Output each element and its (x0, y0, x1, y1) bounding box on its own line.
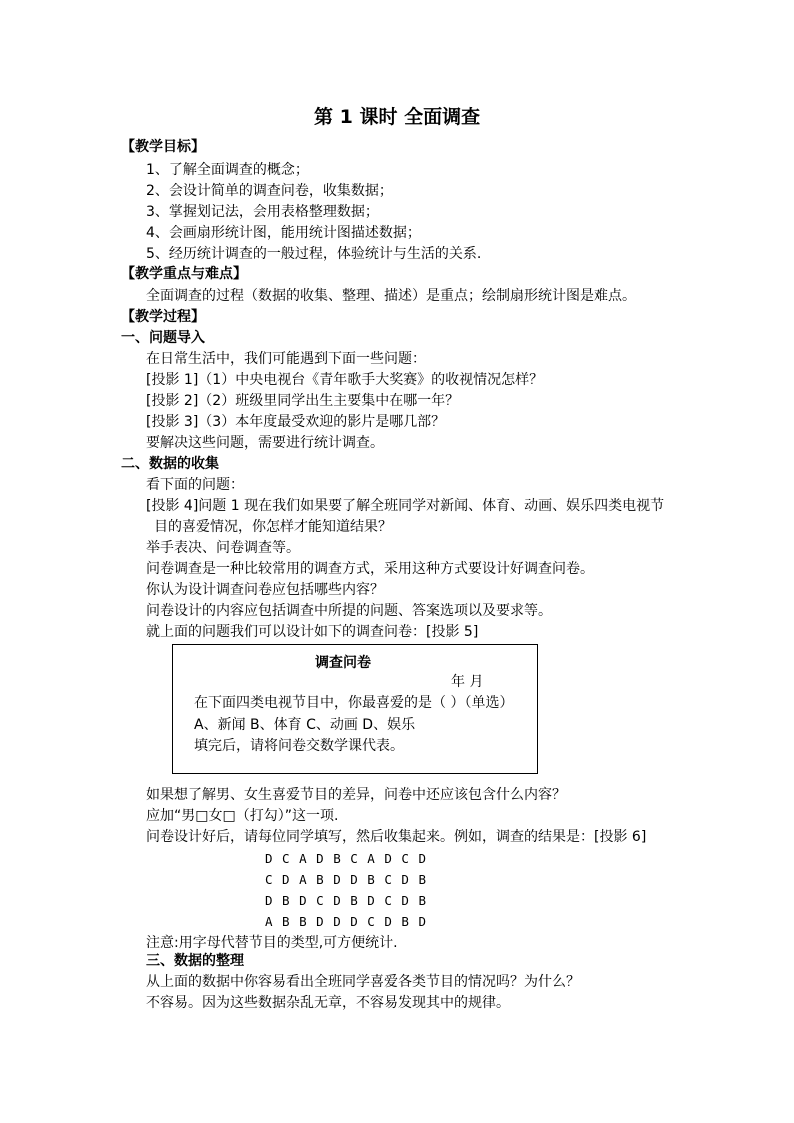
part3-line: 从上面的数据中你容易看出全班同学喜爱各类节目的情况吗？为什么？ (146, 974, 580, 990)
goal-item: 1、了解全面调查的概念； (146, 162, 309, 178)
part2-line: 你认为设计调查问卷应包括哪些内容？ (146, 582, 384, 598)
part1-conclusion: 要解决这些问题，需要进行统计调查。 (146, 435, 384, 451)
page-title: 第 1 课时 全面调查 (314, 106, 481, 128)
data-row: A B B D D D C D B D (265, 914, 427, 929)
part2-heading: 二、数据的收集 (121, 456, 219, 472)
process-heading: 【教学过程】 (121, 309, 205, 325)
questionnaire-note: 填完后，请将问卷交数学课代表。 (194, 738, 404, 754)
goals-heading: 【教学目标】 (121, 139, 205, 155)
data-row: C D A B D D B C D B (265, 872, 427, 887)
part3-heading: 三、数据的整理 (146, 953, 244, 969)
questionnaire-question: 在下面四类电视节目中，你最喜爱的是（ ）（单选） (194, 695, 514, 711)
part1-question: [投影 2]（2）班级里同学出生主要集中在哪一年？ (146, 393, 460, 409)
goal-item: 4、会画扇形统计图，能用统计图描述数据； (146, 225, 421, 241)
data-note: 注意:用字母代替节目的类型,可方便统计. (146, 935, 398, 951)
part2-line: 就上面的问题我们可以设计如下的调查问卷：[投影 5] (146, 624, 479, 640)
data-row: D B D C D B D C D B (265, 893, 427, 908)
data-row: D C A D B C A D C D (265, 851, 427, 866)
questionnaire-options: A、新闻 B、体育 C、动画 D、娱乐 (194, 717, 416, 733)
goal-item: 5、经历统计调查的一般过程，体验统计与生活的关系. (146, 246, 482, 262)
part2b-line: 问卷设计好后，请每位同学填写，然后收集起来。例如，调查的结果是：[投影 6] (146, 829, 647, 845)
goal-item: 2、会设计简单的调查问卷，收集数据； (146, 183, 393, 199)
goal-item: 3、掌握划记法，会用表格整理数据； (146, 204, 379, 220)
part1-question: [投影 3]（3）本年度最受欢迎的影片是哪几部？ (146, 414, 446, 430)
part2-line: 问卷设计的内容应包括调查中所提的问题、答案选项以及要求等。 (146, 603, 552, 619)
questionnaire-title: 调查问卷 (315, 655, 371, 671)
part1-question: [投影 1]（1）中央电视台《青年歌手大奖赛》的收视情况怎样？ (146, 372, 544, 388)
part2-line: 目的喜爱情况，你怎样才能知道结果？ (154, 519, 392, 535)
part2b-line: 应加“男□女□（打勾）”这一项. (146, 808, 339, 824)
key-heading: 【教学重点与难点】 (121, 266, 247, 282)
part2-line: [投影 4]问题 1 现在我们如果要了解全班同学对新闻、体育、动画、娱乐四类电视节 (146, 498, 665, 514)
part2-line: 举手表决、问卷调查等。 (146, 540, 300, 556)
questionnaire-date: 年 月 (451, 674, 484, 690)
part3-line: 不容易。因为这些数据杂乱无章，不容易发现其中的规律。 (146, 995, 510, 1011)
part1-intro: 在日常生活中，我们可能遇到下面一些问题： (146, 351, 426, 367)
part1-heading: 一、问题导入 (121, 330, 205, 346)
part2-line: 看下面的问题： (146, 477, 244, 493)
part2b-line: 如果想了解男、女生喜爱节目的差异，问卷中还应该包含什么内容？ (146, 787, 566, 803)
part2-line: 问卷调查是一种比较常用的调查方式，采用这种方式要设计好调查问卷。 (146, 561, 594, 577)
key-text: 全面调查的过程（数据的收集、整理、描述）是重点；绘制扇形统计图是难点。 (146, 288, 636, 304)
